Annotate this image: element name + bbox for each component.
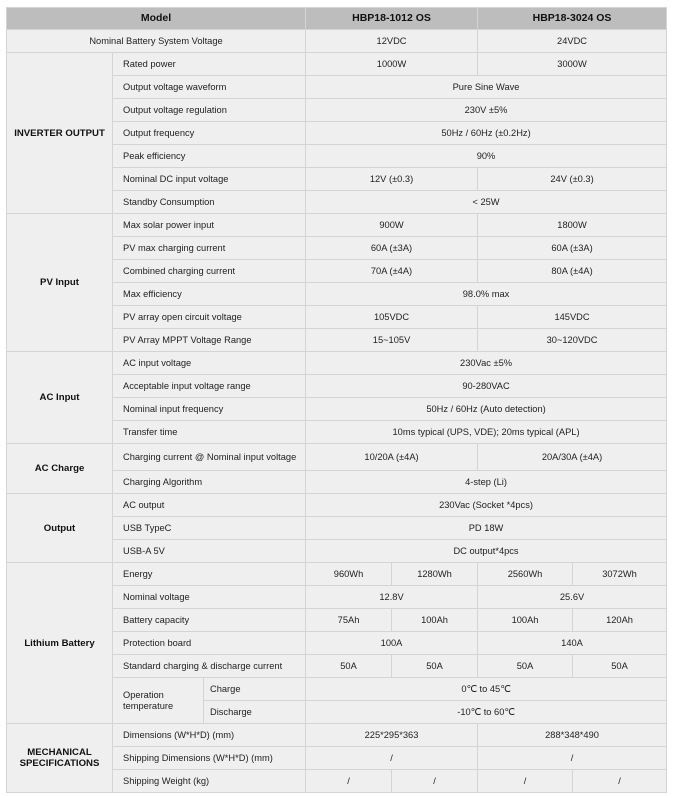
row-label: Nominal DC input voltage [113, 168, 306, 191]
row-value: 70A (±4A) [306, 260, 478, 283]
row-value: 20A/30A (±4A) [478, 444, 667, 471]
row-label: Charging Algorithm [113, 471, 306, 494]
row-label: Combined charging current [113, 260, 306, 283]
row-label: Output voltage waveform [113, 76, 306, 99]
row-label: Output voltage regulation [113, 99, 306, 122]
row-value: 140A [478, 632, 667, 655]
row-label: Max efficiency [113, 283, 306, 306]
table-row [7, 214, 667, 237]
table-row [7, 352, 667, 375]
nominal-label: Nominal Battery System Voltage [7, 30, 306, 53]
category-ac-charge: AC Charge [7, 444, 113, 494]
row-value: 90-280VAC [306, 375, 667, 398]
category-output: Output [7, 494, 113, 563]
row-sublabel: Discharge [204, 701, 306, 724]
row-label: Battery capacity [113, 609, 306, 632]
table-row [7, 53, 667, 76]
row-value: 145VDC [478, 306, 667, 329]
row-value: 0℃ to 45℃ [306, 678, 667, 701]
row-value: / [306, 747, 478, 770]
table-row [7, 494, 667, 517]
row-value: PD 18W [306, 517, 667, 540]
row-value: / [392, 770, 478, 793]
row-value: 50A [573, 655, 667, 678]
row-value: 100A [306, 632, 478, 655]
row-value: 15~105V [306, 329, 478, 352]
row-sublabel: Charge [204, 678, 306, 701]
nominal-v1: 12VDC [306, 30, 478, 53]
nominal-v2: 24VDC [478, 30, 667, 53]
row-label: Operation temperature [113, 678, 204, 724]
row-label: Acceptable input voltage range [113, 375, 306, 398]
row-value: 120Ah [573, 609, 667, 632]
row-label: Standby Consumption [113, 191, 306, 214]
row-value: / [478, 747, 667, 770]
row-value: / [306, 770, 392, 793]
row-value: 60A (±3A) [478, 237, 667, 260]
row-label: PV array open circuit voltage [113, 306, 306, 329]
row-value: 1000W [306, 53, 478, 76]
row-value: 230Vac ±5% [306, 352, 667, 375]
category-pv: PV Input [7, 214, 113, 352]
category-ac-input: AC Input [7, 352, 113, 444]
row-label: PV max charging current [113, 237, 306, 260]
row-value: 3072Wh [573, 563, 667, 586]
row-value: DC output*4pcs [306, 540, 667, 563]
row-label: Dimensions (W*H*D) (mm) [113, 724, 306, 747]
row-value: 100Ah [392, 609, 478, 632]
row-label: Protection board [113, 632, 306, 655]
row-label: AC input voltage [113, 352, 306, 375]
row-value: 2560Wh [478, 563, 573, 586]
row-value: 900W [306, 214, 478, 237]
row-value: 50Hz / 60Hz (Auto detection) [306, 398, 667, 421]
row-label: Energy [113, 563, 306, 586]
table-row [7, 724, 667, 747]
row-value: 100Ah [478, 609, 573, 632]
row-value: 50A [478, 655, 573, 678]
row-value: 50A [392, 655, 478, 678]
row-value: 4-step (Li) [306, 471, 667, 494]
row-value: 288*348*490 [478, 724, 667, 747]
row-label: USB TypeC [113, 517, 306, 540]
category-mechanical: MECHANICAL SPECIFICATIONS [7, 724, 113, 793]
row-value: 10/20A (±4A) [306, 444, 478, 471]
row-label: Max solar power input [113, 214, 306, 237]
row-value: 60A (±3A) [306, 237, 478, 260]
row-value: 50A [306, 655, 392, 678]
table-row [7, 30, 667, 53]
row-label: Nominal input frequency [113, 398, 306, 421]
row-value: 75Ah [306, 609, 392, 632]
row-value: -10℃ to 60℃ [306, 701, 667, 724]
row-label: Transfer time [113, 421, 306, 444]
header-col1: HBP18-1012 OS [306, 8, 478, 30]
row-value: 10ms typical (UPS, VDE); 20ms typical (APL) [306, 421, 667, 444]
row-value: < 25W [306, 191, 667, 214]
row-value: 12.8V [306, 586, 478, 609]
row-value: 90% [306, 145, 667, 168]
row-label: Rated power [113, 53, 306, 76]
row-value: 24V (±0.3) [478, 168, 667, 191]
row-value: Pure Sine Wave [306, 76, 667, 99]
header-row [7, 8, 667, 30]
row-value: 105VDC [306, 306, 478, 329]
row-value: 50Hz / 60Hz (±0.2Hz) [306, 122, 667, 145]
row-label: Output frequency [113, 122, 306, 145]
row-label: Nominal voltage [113, 586, 306, 609]
row-label: Charging current @ Nominal input voltage [113, 444, 306, 471]
row-label: AC output [113, 494, 306, 517]
row-value: 225*295*363 [306, 724, 478, 747]
row-value: 3000W [478, 53, 667, 76]
spec-table-wrapper [6, 7, 666, 793]
row-value: 230Vac (Socket *4pcs) [306, 494, 667, 517]
table-row [7, 563, 667, 586]
row-label: Shipping Weight (kg) [113, 770, 306, 793]
row-value: 1280Wh [392, 563, 478, 586]
row-value: 1800W [478, 214, 667, 237]
row-value: / [573, 770, 667, 793]
header-model: Model [7, 8, 306, 30]
row-value: / [478, 770, 573, 793]
table-row [7, 444, 667, 471]
spec-table [6, 7, 667, 793]
row-label: Standard charging & discharge current [113, 655, 306, 678]
header-col2: HBP18-3024 OS [478, 8, 667, 30]
row-value: 80A (±4A) [478, 260, 667, 283]
row-value: 960Wh [306, 563, 392, 586]
row-value: 98.0% max [306, 283, 667, 306]
row-value: 30~120VDC [478, 329, 667, 352]
row-label: PV Array MPPT Voltage Range [113, 329, 306, 352]
category-battery: Lithium Battery [7, 563, 113, 724]
row-label: USB-A 5V [113, 540, 306, 563]
row-value: 25.6V [478, 586, 667, 609]
row-value: 12V (±0.3) [306, 168, 478, 191]
row-label: Peak efficiency [113, 145, 306, 168]
row-label: Shipping Dimensions (W*H*D) (mm) [113, 747, 306, 770]
category-inverter: INVERTER OUTPUT [7, 53, 113, 214]
row-value: 230V ±5% [306, 99, 667, 122]
